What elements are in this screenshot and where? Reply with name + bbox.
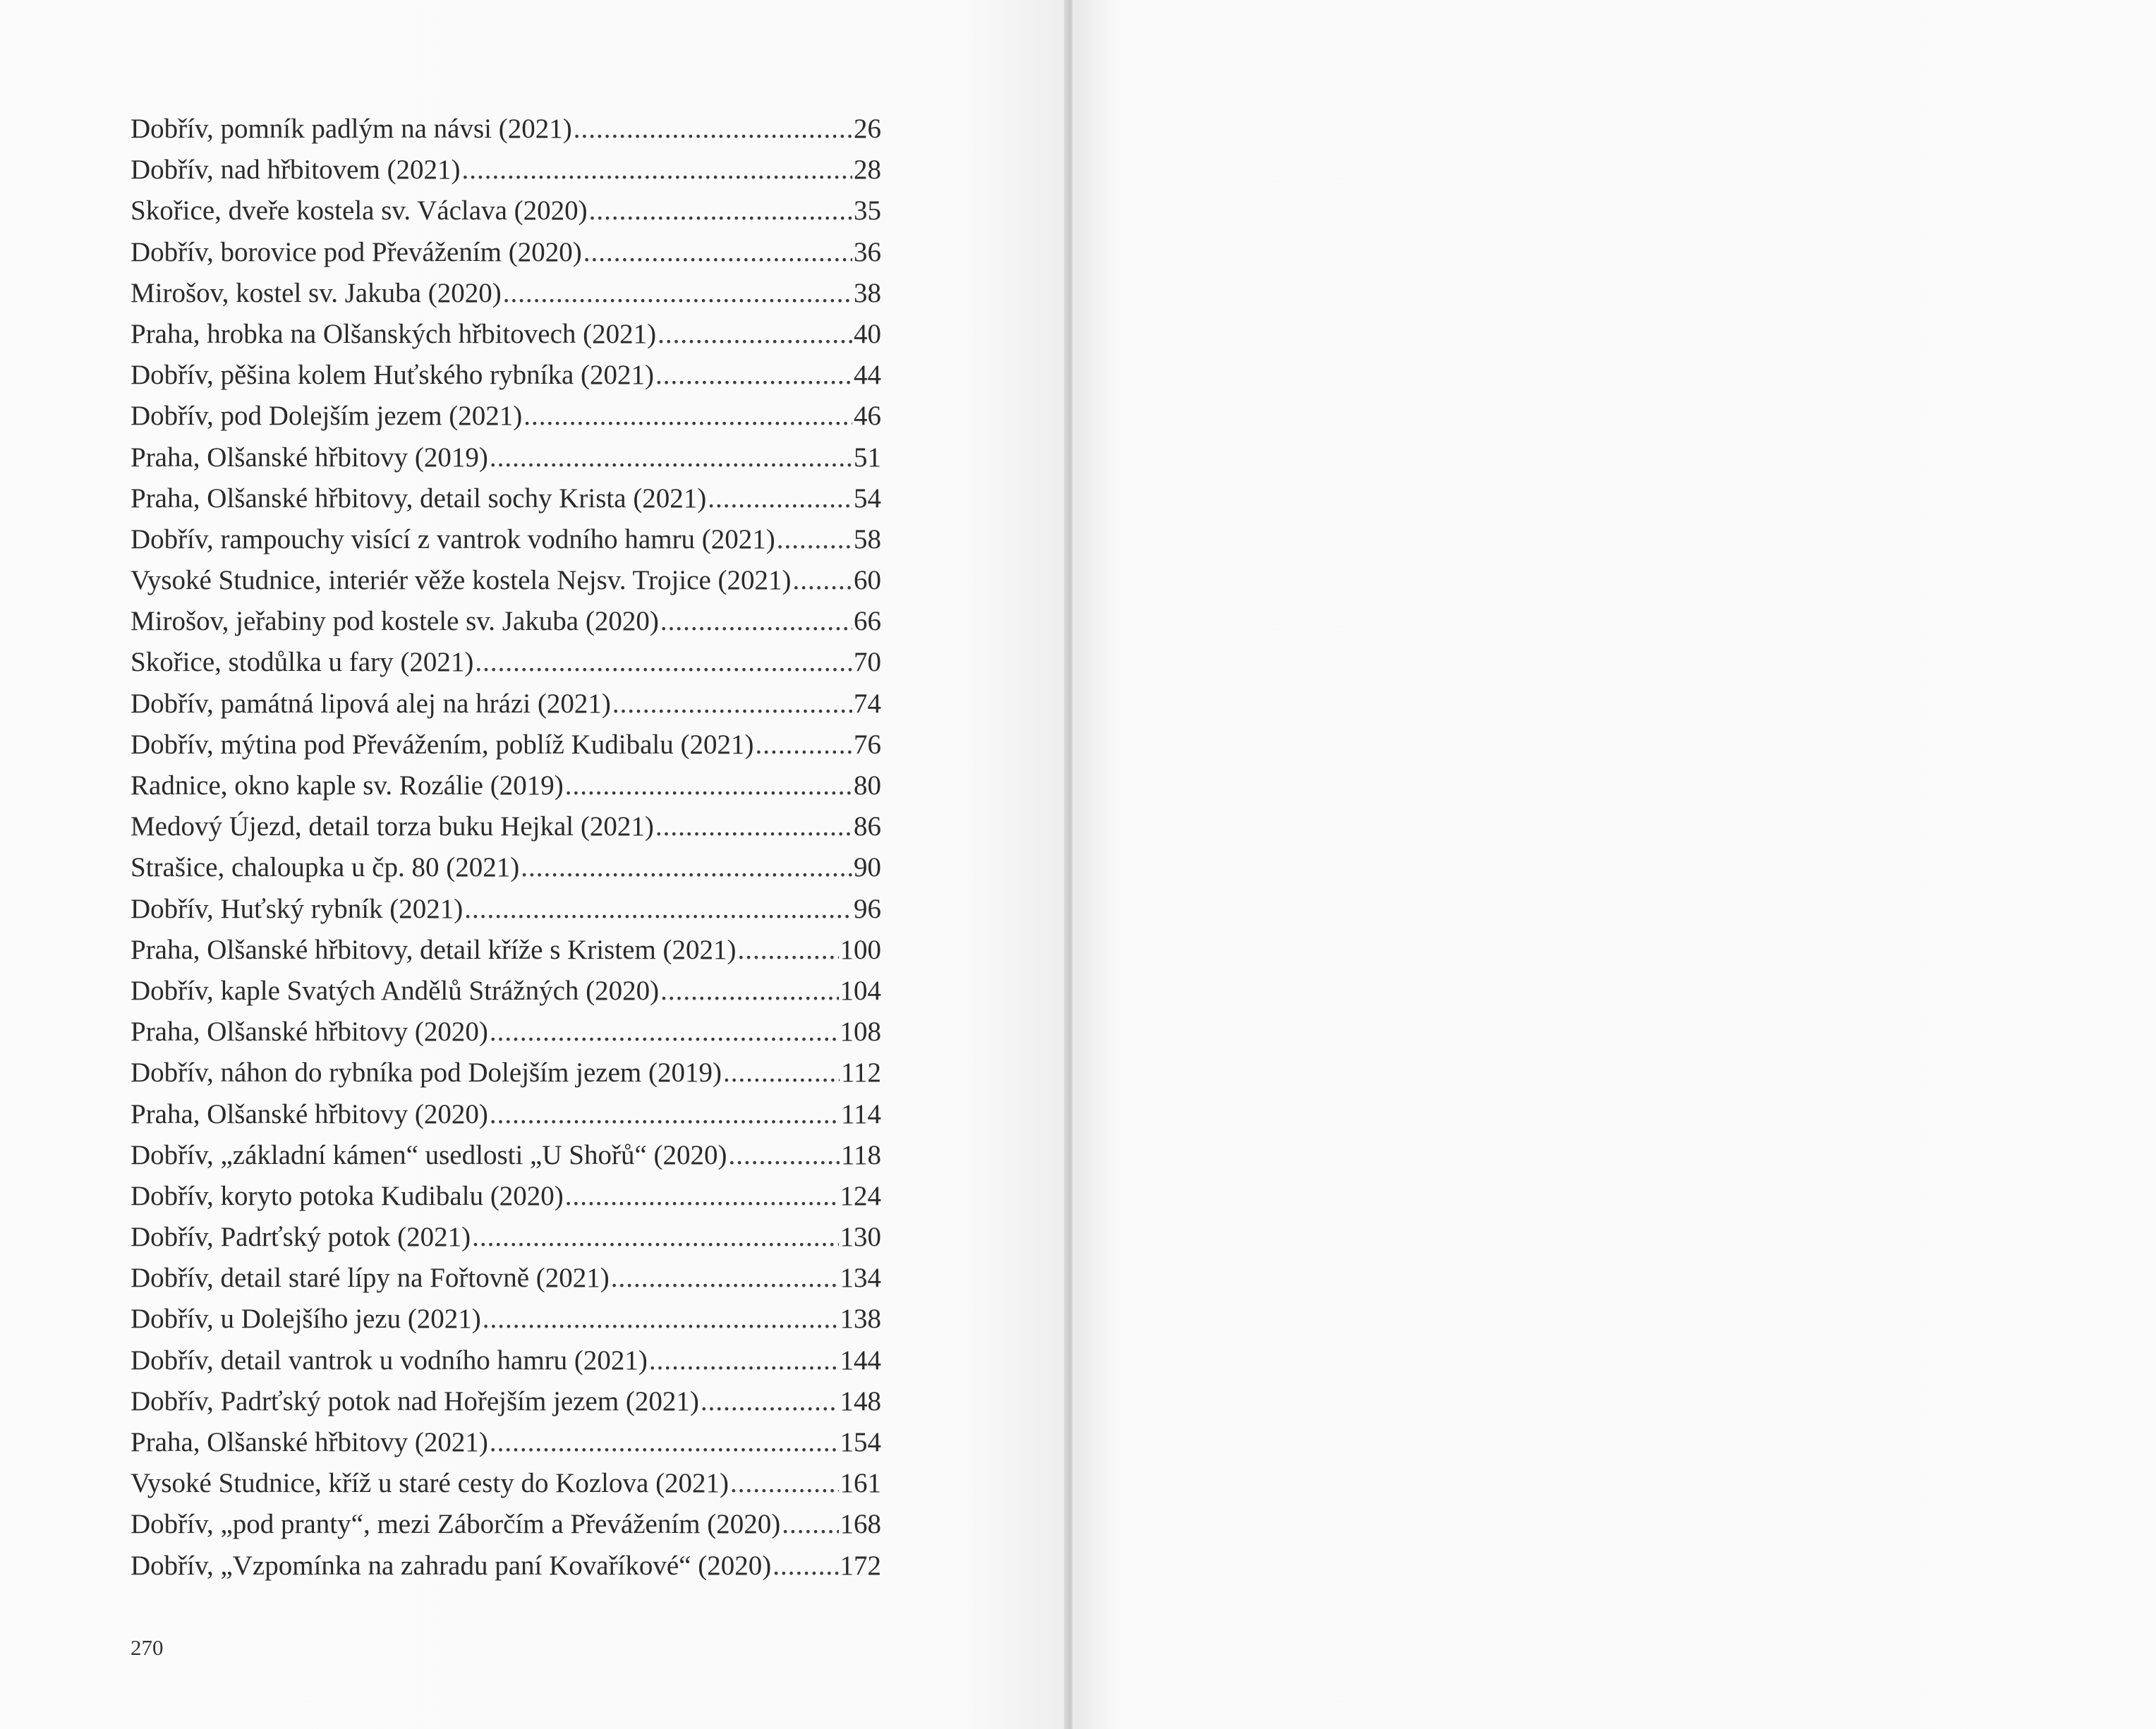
toc-entry [131, 190, 881, 231]
toc-entry-page: 26 [854, 114, 881, 144]
toc-entry-label: Praha, Olšanské hřbitovy, detail sochy Krista (2021) [131, 483, 707, 514]
toc-entry [131, 1546, 881, 1587]
toc-leader-dots [773, 1546, 838, 1587]
toc-entry-page: 80 [854, 770, 881, 801]
toc-entry-page: 108 [840, 1017, 881, 1048]
toc-entry-label: Dobřív, pomník padlým na návsi (2021) [131, 114, 572, 144]
toc-entry-page: 51 [854, 442, 881, 473]
toc-entry-page: 118 [840, 1139, 881, 1170]
toc-entry [131, 1176, 881, 1217]
toc-leader-dots [472, 1217, 838, 1258]
toc-leader-dots [660, 971, 838, 1012]
toc-entry [131, 437, 881, 478]
toc-entry [131, 1504, 881, 1545]
toc-entry-label: Praha, Olšanské hřbitovy (2020) [131, 1098, 488, 1129]
toc-entry-page: 144 [840, 1345, 881, 1376]
toc-leader-dots [589, 190, 852, 231]
toc-leader-dots [483, 1299, 839, 1340]
toc-entry [131, 560, 881, 601]
toc-leader-dots [729, 1135, 840, 1176]
toc-entry-page: 148 [840, 1385, 881, 1416]
toc-entry-label: Skořice, stodůlka u fary (2021) [131, 647, 474, 678]
toc-entry-label: Dobřív, Padrťský potok (2021) [131, 1222, 471, 1253]
toc-leader-dots [462, 150, 852, 190]
toc-entry [131, 684, 881, 724]
toc-entry-label: Dobřív, u Dolejšího jezu (2021) [131, 1304, 481, 1335]
toc-entry-label: Praha, Olšanské hřbitovy, detail kříže s Kristem (2021) [131, 934, 737, 965]
toc-entry-label: Dobřív, pod Dolejším jezem (2021) [131, 401, 523, 432]
toc-entry-page: 168 [840, 1509, 881, 1540]
toc-entry-label: Praha, hrobka na Olšanských hřbitovech (2021) [131, 318, 657, 349]
toc-leader-dots [490, 437, 852, 478]
toc-entry-label: Praha, Olšanské hřbitovy (2021) [131, 1427, 488, 1457]
toc-leader-dots [503, 273, 852, 314]
toc-leader-dots [777, 519, 852, 560]
toc-leader-dots [565, 1176, 839, 1217]
toc-entry-page: 138 [840, 1304, 881, 1335]
toc-entry [131, 1012, 881, 1052]
toc-entry-label: Dobřív, „základní kámen“ usedlosti „U Shořů“ (2020) [131, 1139, 727, 1170]
toc-entry-page: 40 [854, 318, 881, 349]
toc-entry-label: Mirošov, jeřabiny pod kostele sv. Jakuba (2020) [131, 606, 659, 637]
left-toc-list [131, 109, 881, 1587]
toc-leader-dots [475, 642, 852, 683]
toc-entry-page: 58 [854, 523, 881, 554]
toc-entry-page: 154 [840, 1427, 881, 1457]
toc-entry [131, 642, 881, 683]
toc-entry-page: 70 [854, 647, 881, 678]
toc-leader-dots [490, 1094, 840, 1135]
toc-leader-dots [660, 601, 852, 642]
toc-leader-dots [565, 765, 852, 806]
toc-entry [131, 109, 881, 150]
toc-entry-page: 46 [854, 401, 881, 432]
toc-entry [131, 1299, 881, 1340]
toc-leader-dots [583, 232, 852, 273]
toc-leader-dots [464, 889, 852, 930]
toc-entry-label: Medový Újezd, detail torza buku Hejkal (2021) [131, 811, 654, 842]
toc-entry-label: Dobřív, detail staré lípy na Fořtovně (2021) [131, 1263, 610, 1294]
toc-entry-page: 90 [854, 852, 881, 883]
toc-entry [131, 889, 881, 930]
toc-leader-dots [793, 560, 852, 601]
toc-entry-page: 114 [840, 1098, 881, 1129]
toc-entry-page: 96 [854, 893, 881, 924]
toc-entry [131, 765, 881, 806]
toc-entry-page: 35 [854, 195, 881, 226]
toc-entry [131, 971, 881, 1012]
toc-entry-label: Dobřív, náhon do rybníka pod Dolejším jezem (2019) [131, 1057, 722, 1088]
toc-entry-label: Dobřív, nad hřbitovem (2021) [131, 154, 461, 186]
toc-leader-dots [574, 109, 852, 150]
left-page-number: 270 [131, 1635, 164, 1660]
toc-entry [131, 1463, 881, 1504]
toc-entry-page: 36 [854, 236, 881, 267]
toc-entry-label: Strašice, chaloupka u čp. 80 (2021) [131, 852, 520, 883]
toc-entry-page: 161 [840, 1468, 881, 1499]
toc-leader-dots [658, 314, 852, 355]
toc-entry-label: Praha, Olšanské hřbitovy (2020) [131, 1017, 488, 1048]
toc-entry [131, 601, 881, 642]
toc-leader-dots [611, 1258, 839, 1299]
toc-entry-label: Dobřív, koryto potoka Kudibalu (2020) [131, 1180, 564, 1211]
toc-leader-dots [723, 1052, 840, 1093]
toc-leader-dots [738, 930, 839, 971]
toc-entry-page: 86 [854, 811, 881, 842]
toc-entry-page: 100 [840, 934, 881, 965]
toc-entry [131, 1135, 881, 1176]
toc-entry [131, 1258, 881, 1299]
toc-entry-label: Dobřív, mýtina pod Převážením, poblíž Kudibalu (2021) [131, 729, 754, 760]
toc-entry [131, 1340, 881, 1381]
toc-leader-dots [655, 355, 852, 396]
toc-entry-label: Mirošov, kostel sv. Jakuba (2020) [131, 277, 502, 308]
toc-entry-label: Vysoké Studnice, interiér věže kostela Nejsv. Trojice (2021) [131, 565, 792, 596]
toc-entry [131, 806, 881, 847]
toc-entry-label: Dobřív, „pod pranty“, mezi Záborčím a Převážením (2020) [131, 1509, 781, 1540]
toc-leader-dots [782, 1504, 838, 1545]
toc-entry-page: 74 [854, 688, 881, 719]
toc-entry-label: Dobřív, pěšina kolem Huťského rybníka (2021) [131, 360, 654, 391]
toc-entry [131, 519, 881, 560]
toc-entry [131, 724, 881, 765]
toc-entry-label: Skořice, dveře kostela sv. Václava (2020) [131, 195, 588, 226]
left-page [0, 0, 1070, 1729]
toc-entry [131, 150, 881, 190]
toc-entry-page: 172 [840, 1550, 881, 1581]
toc-leader-dots [708, 478, 852, 519]
toc-entry [131, 273, 881, 314]
toc-entry [131, 314, 881, 355]
toc-entry-page: 54 [854, 483, 881, 514]
toc-entry [131, 930, 881, 971]
toc-entry [131, 1422, 881, 1463]
toc-entry-label: Dobřív, borovice pod Převážením (2020) [131, 236, 582, 267]
toc-leader-dots [523, 396, 852, 437]
toc-leader-dots [655, 806, 852, 847]
toc-leader-dots [521, 847, 852, 888]
toc-leader-dots [755, 724, 852, 765]
toc-entry-label: Dobřív, rampouchy visící z vantrok vodního hamru (2021) [131, 523, 775, 554]
toc-entry-page: 76 [854, 729, 881, 760]
toc-entry-page: 44 [854, 360, 881, 391]
toc-entry [131, 396, 881, 437]
toc-entry-page: 28 [854, 154, 881, 186]
toc-leader-dots [649, 1340, 839, 1381]
toc-entry [131, 1094, 881, 1135]
toc-entry-label: Dobřív, detail vantrok u vodního hamru (2021) [131, 1345, 648, 1376]
right-page [1072, 0, 2156, 1729]
toc-entry-page: 104 [840, 975, 881, 1006]
toc-entry-page: 66 [854, 606, 881, 637]
toc-entry [131, 355, 881, 396]
toc-entry-label: Radnice, okno kaple sv. Rozálie (2019) [131, 770, 564, 801]
toc-entry-page: 134 [840, 1263, 881, 1294]
toc-entry-page: 112 [840, 1057, 881, 1088]
toc-entry-page: 60 [854, 565, 881, 596]
toc-entry-label: Dobřív, Padrťský potok nad Hořejším jezem (2021) [131, 1385, 699, 1416]
toc-entry [131, 478, 881, 519]
toc-entry [131, 847, 881, 888]
toc-leader-dots [701, 1381, 839, 1422]
toc-leader-dots [730, 1463, 838, 1504]
toc-entry-label: Praha, Olšanské hřbitovy (2019) [131, 442, 488, 473]
toc-entry [131, 1217, 881, 1258]
toc-entry-label: Dobřív, památná lipová alej na hrázi (2021) [131, 688, 611, 719]
toc-entry-label: Dobřív, Huťský rybník (2021) [131, 893, 464, 924]
toc-entry-label: Dobřív, kaple Svatých Andělů Strážných (2020) [131, 975, 660, 1006]
toc-entry [131, 1381, 881, 1422]
toc-entry-label: Dobřív, „Vzpomínka na zahradu paní Kovaříkové“ (2020) [131, 1550, 772, 1581]
toc-entry-page: 124 [840, 1180, 881, 1211]
toc-entry [131, 232, 881, 273]
toc-entry [131, 1052, 881, 1093]
toc-entry-label: Vysoké Studnice, kříž u staré cesty do Kozlova (2021) [131, 1468, 729, 1499]
toc-leader-dots [490, 1422, 839, 1463]
toc-entry-page: 130 [840, 1222, 881, 1253]
toc-entry-page: 38 [854, 277, 881, 308]
toc-leader-dots [612, 684, 852, 724]
toc-leader-dots [490, 1012, 839, 1052]
